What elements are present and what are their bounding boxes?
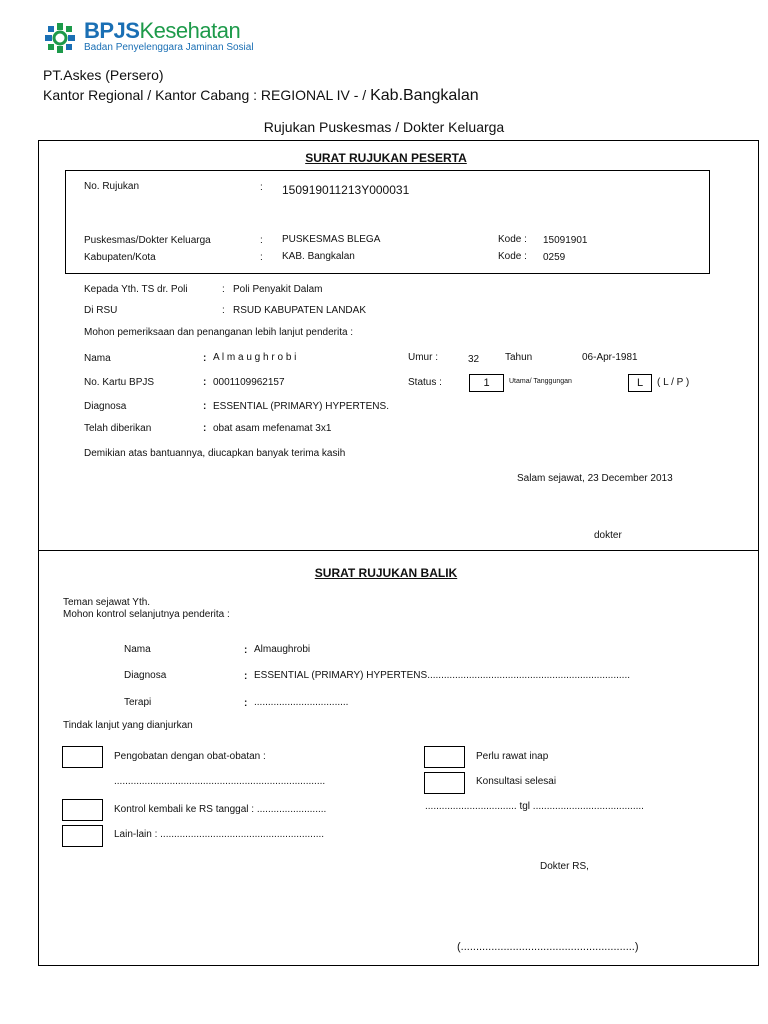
- terapi-value: ..................................: [254, 697, 349, 708]
- balik-diagnosa-colon: :: [244, 671, 248, 682]
- gender-note: ( L / P ): [657, 377, 690, 388]
- balik-mohon-text: Mohon kontrol selanjutnya penderita :: [63, 609, 230, 620]
- logo-tagline: Badan Penyelenggara Jaminan Sosial: [84, 42, 254, 53]
- kode2-value: 0259: [543, 252, 566, 263]
- nama-label: Nama: [84, 353, 111, 364]
- checkbox-lain[interactable]: [62, 825, 103, 847]
- status-box: 1: [469, 374, 504, 392]
- logo: [44, 18, 254, 56]
- kartu-value: 0001109962157: [213, 377, 285, 388]
- checkbox-rawat[interactable]: [424, 746, 465, 768]
- no-rujukan-label: No. Rujukan: [84, 181, 140, 192]
- bpjs-emblem-icon: [44, 22, 76, 54]
- kartu-colon: :: [203, 377, 207, 388]
- status-note: Utama/ Tanggungan: [509, 378, 572, 385]
- checkbox-obat[interactable]: [62, 746, 103, 768]
- balik-diagnosa-value: ESSENTIAL (PRIMARY) HYPERTENS.........................................................................: [254, 670, 631, 681]
- logo-brand-main: BPJS: [84, 18, 140, 43]
- puskesmas-colon: :: [260, 235, 263, 246]
- balik-nama-label: Nama: [124, 644, 151, 655]
- kode1-label: Kode :: [498, 234, 527, 245]
- opt-kontrol-label: Kontrol kembali ke RS tanggal : .........................: [114, 804, 327, 815]
- kepada-value: Poli Penyakit Dalam: [233, 284, 323, 295]
- tgl-line: ................................. tgl ........................................: [425, 801, 644, 812]
- dob-value: 06-Apr-1981: [582, 352, 638, 363]
- opt-obat-label: Pengobatan dengan obat-obatan :: [114, 751, 266, 762]
- nama-value: A l m a u g h r o b i: [213, 352, 297, 363]
- nama-colon: :: [203, 353, 207, 364]
- dokter-text: dokter: [594, 530, 622, 541]
- office-line: [43, 87, 479, 105]
- signature-line: (.........................................................): [457, 941, 639, 953]
- status-label: Status :: [408, 377, 442, 388]
- kabupaten-value: KAB. Bangkalan: [282, 251, 355, 262]
- balik-diagnosa-label: Diagnosa: [124, 670, 167, 681]
- diagnosa-colon: :: [203, 401, 207, 412]
- telah-value: obat asam mefenamat 3x1: [213, 423, 332, 434]
- mohon-text: Mohon pemeriksaan dan penanganan lebih lanjut penderita :: [84, 327, 354, 338]
- telah-colon: :: [203, 423, 207, 434]
- checkbox-kontrol[interactable]: [62, 799, 103, 821]
- no-rujukan-value: 150919011213Y000031: [282, 183, 410, 197]
- peserta-section-title: SURAT RUJUKAN PESERTA: [305, 151, 467, 165]
- kabupaten-colon: :: [260, 252, 263, 263]
- umur-label: Umur :: [408, 352, 438, 363]
- tahun-label: Tahun: [505, 352, 533, 363]
- demikian-text: Demikian atas bantuannya, diucapkan banyak terima kasih: [84, 448, 346, 459]
- section-divider: [38, 550, 759, 551]
- kabupaten-label: Kabupaten/Kota: [84, 252, 156, 263]
- teman-text: Teman sejawat Yth.: [63, 597, 151, 608]
- kepada-label: Kepada Yth. TS dr. Poli: [84, 284, 188, 295]
- tindak-text: Tindak lanjut yang dianjurkan: [63, 720, 193, 731]
- di-rsu-value: RSUD KABUPATEN LANDAK: [233, 305, 366, 316]
- puskesmas-value: PUSKESMAS BLEGA: [282, 234, 381, 245]
- terapi-colon: :: [244, 698, 248, 709]
- balik-nama-colon: :: [244, 645, 248, 656]
- balik-nama-value: Almaughrobi: [254, 644, 311, 655]
- dokter-rs-text: Dokter RS,: [540, 861, 589, 872]
- balik-section-title: SURAT RUJUKAN BALIK: [314, 566, 458, 580]
- checkbox-konsul[interactable]: [424, 772, 465, 794]
- company-name: PT.Askes (Persero): [43, 67, 164, 83]
- logo-brand-accent: Kesehatan: [139, 18, 241, 43]
- opt-konsul-label: Konsultasi selesai: [476, 776, 557, 787]
- puskesmas-label: Puskesmas/Dokter Keluarga: [84, 235, 211, 246]
- document-title: Rujukan Puskesmas / Dokter Keluarga: [263, 119, 505, 135]
- opt-lain-label: Lain-lain : ...........................................................: [114, 829, 325, 840]
- no-rujukan-colon: :: [260, 182, 263, 193]
- di-rsu-label: Di RSU: [84, 305, 118, 316]
- telah-label: Telah diberikan: [84, 423, 152, 434]
- salam-text: Salam sejawat, 23 December 2013: [517, 473, 673, 484]
- terapi-label: Terapi: [124, 697, 152, 708]
- opt-obat-dots: ............................................................................: [114, 776, 326, 787]
- di-rsu-colon: :: [222, 305, 225, 316]
- diagnosa-label: Diagnosa: [84, 401, 127, 412]
- opt-rawat-label: Perlu rawat inap: [476, 751, 549, 762]
- gender-box: L: [628, 374, 652, 392]
- kepada-colon: :: [222, 284, 225, 295]
- kode2-label: Kode :: [498, 251, 527, 262]
- office-label: Kantor Regional / Kantor Cabang : REGIONAL IV - /: [43, 87, 367, 103]
- umur-value: 32: [468, 354, 480, 365]
- diagnosa-value: ESSENTIAL (PRIMARY) HYPERTENS.: [213, 401, 389, 412]
- kartu-label: No. Kartu BPJS: [84, 377, 155, 388]
- kode1-value: 15091901: [543, 235, 588, 246]
- office-city: Kab.Bangkalan: [370, 87, 479, 104]
